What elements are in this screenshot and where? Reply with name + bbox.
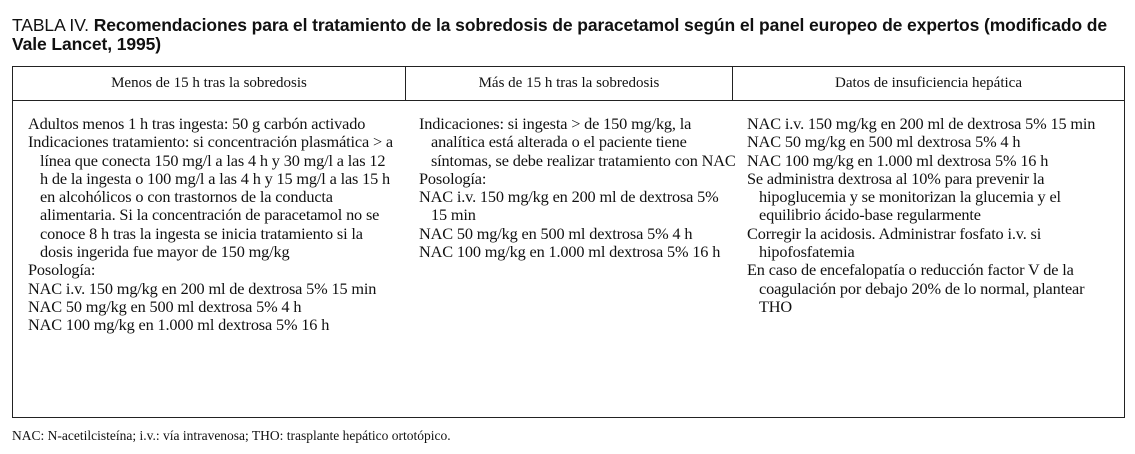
column-more-than-15h — [419, 115, 737, 261]
entry-dosage-heading: Posología: — [28, 260, 96, 280]
column-liver-failure — [747, 115, 1119, 316]
header-more-than-15h: Más de 15 h tras la sobredosis — [406, 67, 733, 100]
column-less-than-15h — [28, 115, 396, 335]
header-less-than-15h: Menos de 15 h tras la sobredosis — [13, 67, 406, 100]
entry-indications: Indicaciones: si ingesta > de 150 mg/kg, la analítica está alterada o el paciente tiene síntomas, se debe realizar tratamiento con NAC — [419, 114, 736, 170]
recommendations-table — [12, 66, 1125, 418]
entry-nac-dose-1: NAC i.v. 150 mg/kg en 200 ml de dextrosa 5% 15 min — [419, 187, 719, 225]
entry-nac-dose-1: NAC i.v. 150 mg/kg en 200 ml de dextrosa 5% 15 min — [28, 278, 377, 298]
table-header-row — [13, 67, 1124, 101]
entry-dosage-heading: Posología: — [419, 168, 487, 188]
entry-nac-dose-3: NAC 100 mg/kg en 1.000 ml dextrosa 5% 16 h — [747, 150, 1049, 170]
entry-nac-dose-2: NAC 50 mg/kg en 500 ml dextrosa 5% 4 h — [747, 132, 1021, 152]
entry-nac-dose-2: NAC 50 mg/kg en 500 ml dextrosa 5% 4 h — [28, 296, 302, 316]
table-number-label: TABLA IV. — [12, 15, 89, 35]
table-title — [12, 16, 1122, 54]
entry-nac-dose-1: NAC i.v. 150 mg/kg en 200 ml de dextrosa 5% 15 min — [747, 114, 1096, 133]
entry-treatment-indications: Indicaciones tratamiento: si concentración plasmática > a línea que conecta 150 mg/l a las 4 h y 30 mg/l a las 12 h de la ingesta o 100 mg/l a las 4 h y 15 mg/l a las 15 h en alcohólicos o con trastornos de la conducta alimentaria. Si la concentración de paracetamol no se conoce 8 h tras la ingesta se inicia tratamiento si la dosis ingerida fue mayor de 150 mg/kg — [28, 132, 393, 262]
entry-encephalopathy-tho: En caso de encefalopatía o reducción factor V de la coagulación por debajo 20% de lo normal, plantear THO — [747, 260, 1085, 316]
entry-acidosis-phosphate: Corregir la acidosis. Administrar fosfato i.v. si hipofosfatemia — [747, 223, 1042, 262]
header-liver-failure: Datos de insuficiencia hepática — [834, 75, 1022, 91]
entry-nac-dose-3: NAC 100 mg/kg en 1.000 ml dextrosa 5% 16 h — [419, 242, 721, 262]
table-title-text: Recomendaciones para el tratamiento de la sobredosis de paracetamol según el panel europeo de expertos (modificado de Vale Lancet, 1995) — [12, 15, 1108, 54]
entry-nac-dose-3: NAC 100 mg/kg en 1.000 ml dextrosa 5% 16 h — [28, 315, 330, 335]
entry-nac-dose-2: NAC 50 mg/kg en 500 ml dextrosa 5% 4 h — [419, 223, 693, 243]
table-footnote: NAC: N-acetilcisteína; i.v.: vía intravenosa; THO: trasplante hepático ortotópico. — [12, 428, 451, 443]
entry-dextrose-monitoring: Se administra dextrosa al 10% para prevenir la hipoglucemia y se monitorizan la glucemia y el equilibrio ácido-base regularmente — [747, 168, 1061, 225]
entry-activated-charcoal: Adultos menos 1 h tras ingesta: 50 g carbón activado — [28, 114, 366, 133]
